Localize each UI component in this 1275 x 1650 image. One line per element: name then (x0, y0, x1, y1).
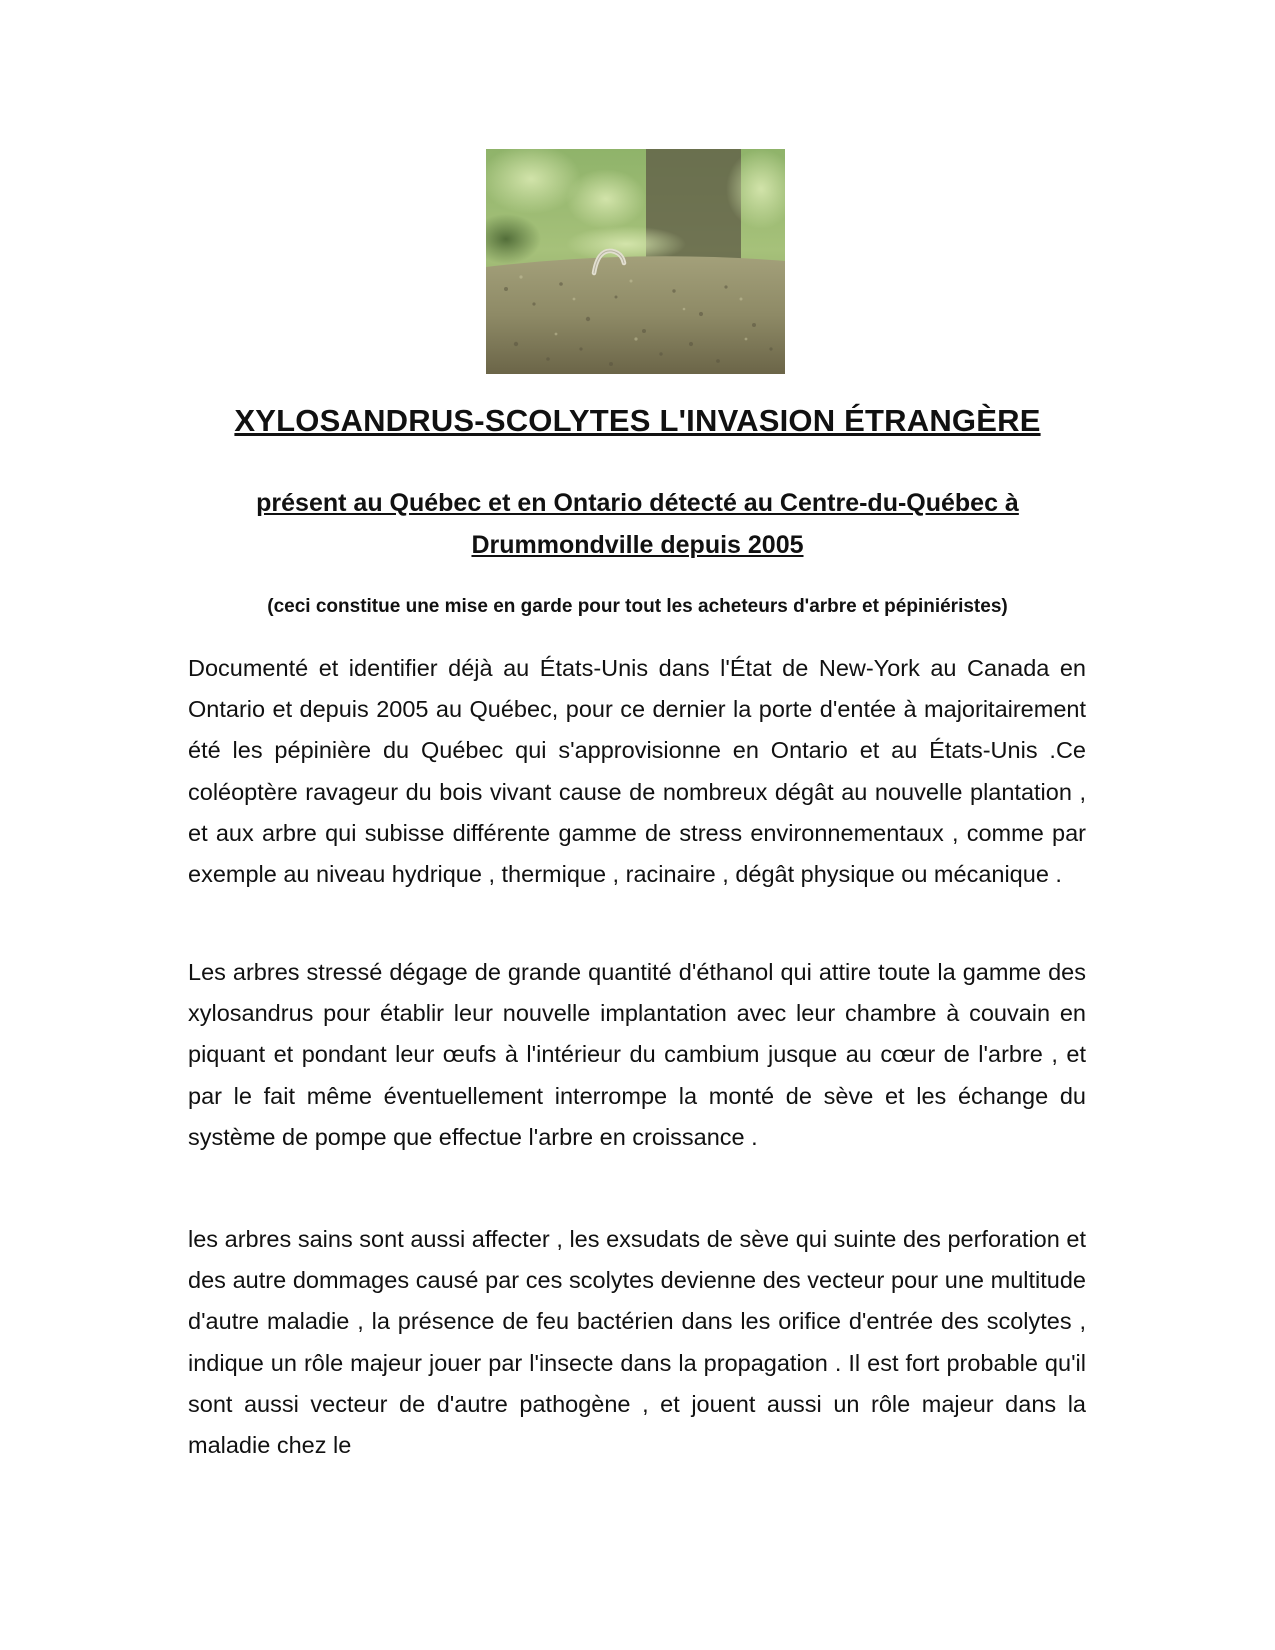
document-subtitle: présent au Québec et en Ontario détecté au Centre-du-Québec à Drummondville depuis 2005 (256, 489, 1019, 559)
paragraph-3: les arbres sains sont aussi affecter , les exsudats de sève qui suinte des perforation et des autre dommages causé par ces scolytes devienne des vecteur pour une multitude d'autre maladie , la présence de feu bactérien dans les orifice d'entrée des scolytes , indique un rôle majeur jouer par l'insecte dans la propagation . Il est fort probable qu'il sont aussi vecteur de d'autre pathogène , et jouent aussi un rôle majeur dans la maladie chez le (188, 1226, 1086, 1459)
bark-photo-illustration (486, 149, 785, 374)
warning-note: (ceci constitue une mise en garde pour tout les acheteurs d'arbre et pépiniéristes) (267, 596, 1008, 617)
bark-photo (486, 149, 785, 374)
document-title: XYLOSANDRUS-SCOLYTES L'INVASION ÉTRANGÈRE (234, 403, 1041, 438)
paragraph-2: Les arbres stressé dégage de grande quantité d'éthanol qui attire toute la gamme des xylosandrus pour établir leur nouvelle implantation avec leur chambre à couvain en piquant et pondant leur œufs à l'intérieur du cambium jusque au cœur de l'arbre , et par le fait même éventuellement interrompe la monté de sève et les échange du système de pompe que effectue l'arbre en croissance . (188, 959, 1086, 1150)
paragraph-1: Documenté et identifier déjà au États-Unis dans l'État de New-York au Canada en Ontario et depuis 2005 au Québec, pour ce dernier la porte d'entée à majoritairement été les pépinière du Québec qui s'approvisionne en Ontario et au États-Unis .Ce coléoptère ravageur du bois vivant cause de nombreux dégât au nouvelle plantation , et aux arbre qui subisse différente gamme de stress environnementaux , comme par exemple au niveau hydrique , thermique , racinaire , dégât physique ou mécanique . (188, 655, 1086, 888)
